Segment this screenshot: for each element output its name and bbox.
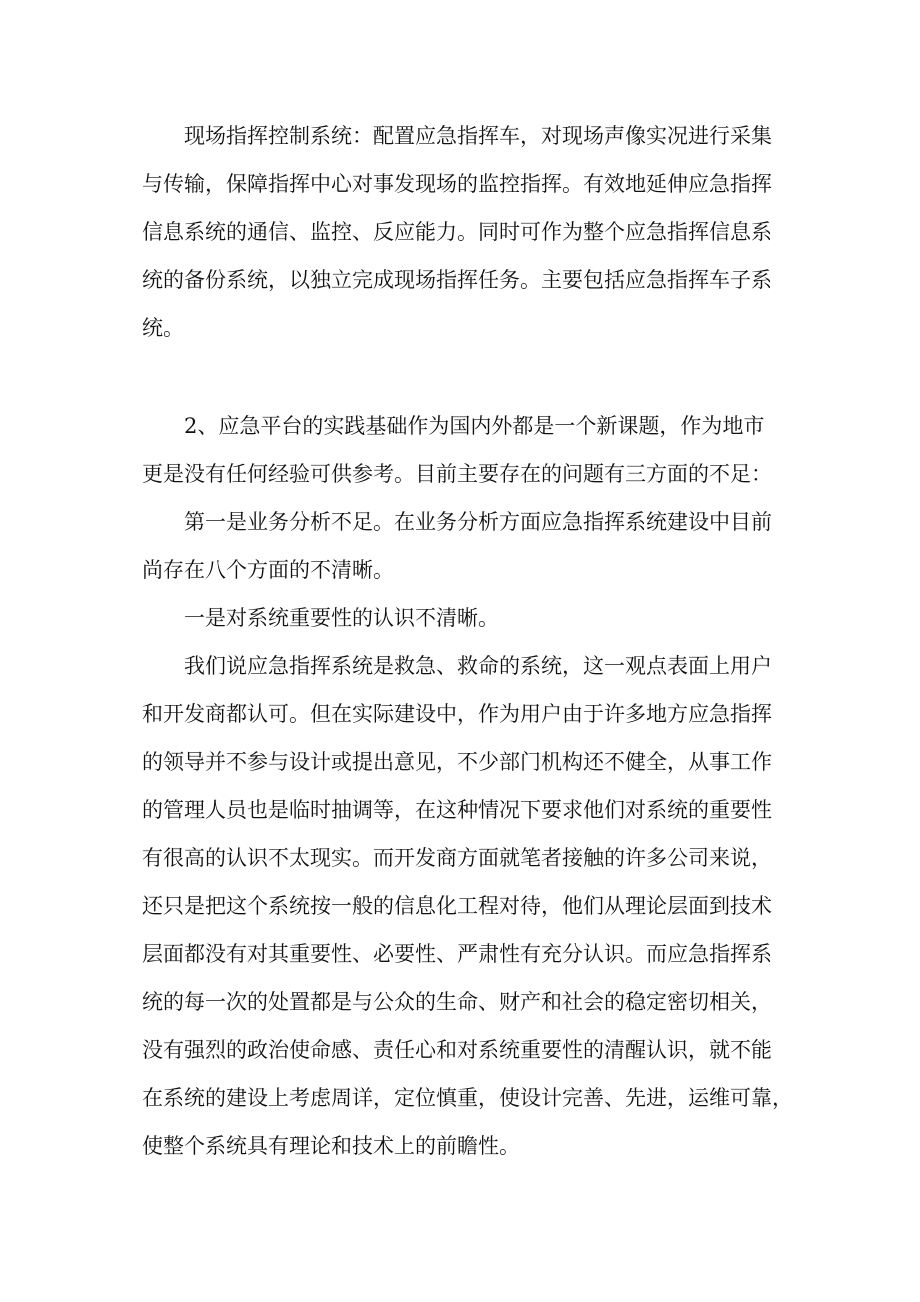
text-line: 尚存在八个方面的不清晰。	[142, 558, 394, 582]
text-line: 现场指挥控制系统：配置应急指挥车，对现场声像实况进行采集	[184, 124, 772, 148]
paragraph-platform-practice	[142, 402, 792, 498]
paragraph-field-command-system	[142, 112, 792, 352]
text-line: 的领导并不参与设计或提出意见，不少部门机构还不健全，从事工作	[142, 750, 772, 774]
text-line: 信息系统的通信、监控、反应能力。同时可作为整个应急指挥信息系	[142, 220, 772, 244]
paragraph-importance-heading	[142, 594, 792, 642]
text-line: 与传输，保障指挥中心对事发现场的监控指挥。有效地延伸应急指挥	[142, 172, 772, 196]
paragraph-importance-body	[142, 642, 792, 1170]
text-line: 使整个系统具有理论和技术上的前瞻性。	[142, 1134, 520, 1158]
text-line: 还只是把这个系统按一般的信息化工程对待，他们从理论层面到技术	[142, 894, 772, 918]
text-line: 没有强烈的政治使命感、责任心和对系统重要性的清醒认识，就不能	[142, 1038, 772, 1062]
text-line: 和开发商都认可。但在实际建设中，作为用户由于许多地方应急指挥	[142, 702, 772, 726]
text-line: 更是没有任何经验可供参考。目前主要存在的问题有三方面的不足：	[142, 462, 772, 486]
text-line: 统的每一次的处置都是与公众的生命、财产和社会的稳定密切相关，	[142, 990, 772, 1014]
text-line: 统的备份系统，以独立完成现场指挥任务。主要包括应急指挥车子系	[142, 268, 772, 292]
text-line: 在系统的建设上考虑周详，定位慎重，使设计完善、先进，运维可靠，	[142, 1086, 793, 1110]
text-line: 层面都没有对其重要性、必要性、严肃性有充分认识。而应急指挥系	[142, 942, 772, 966]
text-line: 一是对系统重要性的认识不清晰。	[184, 606, 499, 630]
text-line: 有很高的认识不太现实。而开发商方面就笔者接触的许多公司来说，	[142, 846, 772, 870]
text-line: 统。	[142, 316, 184, 340]
text-line: 的管理人员也是临时抽调等，在这种情况下要求他们对系统的重要性	[142, 798, 772, 822]
text-line: 第一是业务分析不足。在业务分析方面应急指挥系统建设中目前	[184, 510, 772, 534]
text-line: 2、应急平台的实践基础作为国内外都是一个新课题，作为地市	[184, 414, 765, 438]
paragraph-business-analysis	[142, 498, 792, 594]
text-line: 我们说应急指挥系统是救急、救命的系统，这一观点表面上用户	[184, 654, 772, 678]
